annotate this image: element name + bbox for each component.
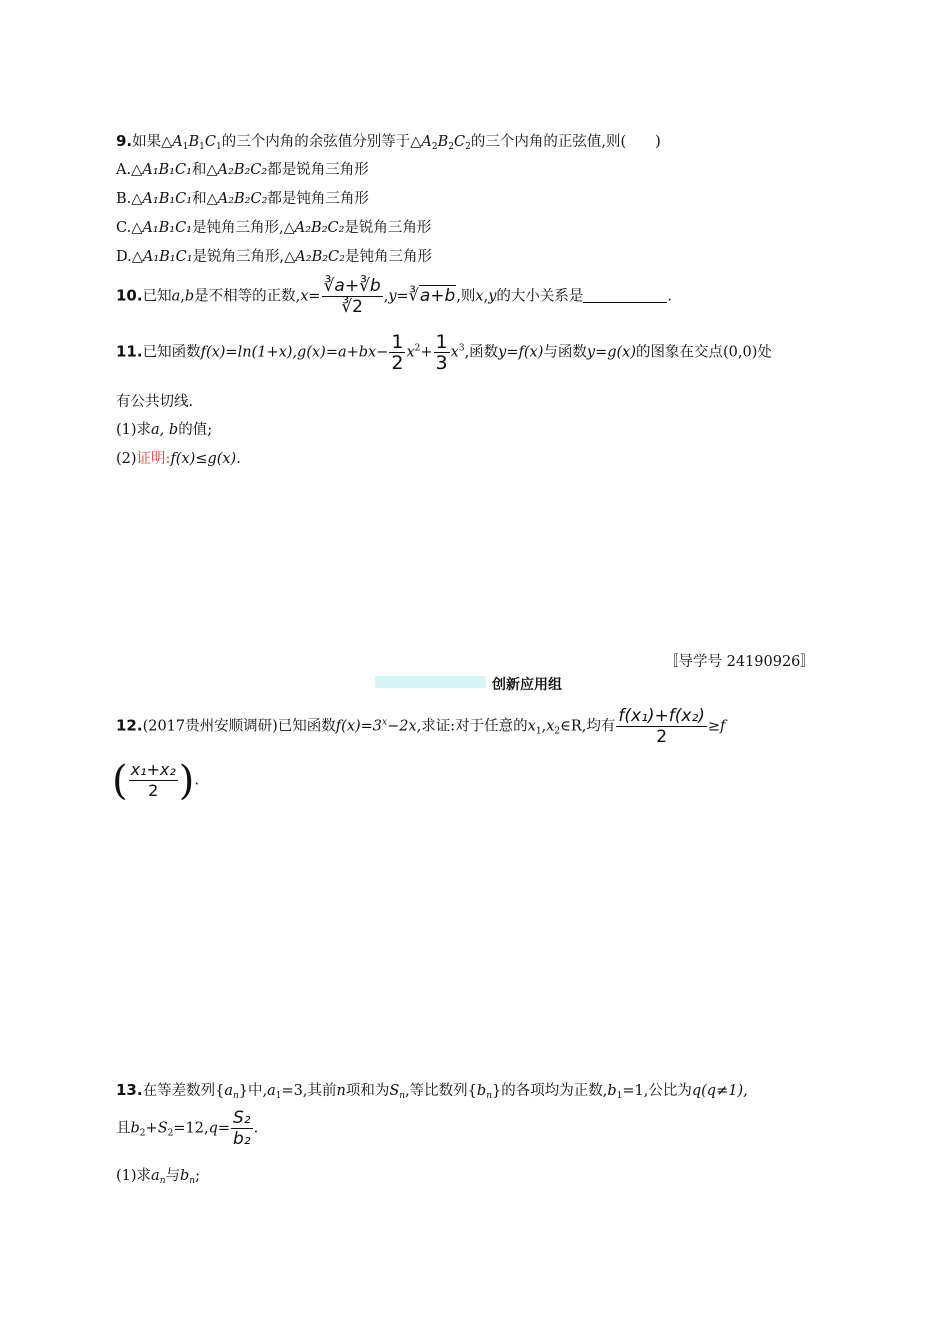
q11-part2: (2)证明:f(x)≤g(x). [116,451,241,467]
q11-part1: (1)求a, b的值; [116,422,213,438]
q12-lhs-fraction: $\frac{\text{f(x₁)+f(x₂)}}{2}$ [618,706,705,747]
q10-y-radicand: a+b [419,285,456,306]
q10-number: 10. [116,286,143,305]
q11-half-fraction: $\frac{1}{2}$ [391,331,404,374]
q10-answer-blank[interactable] [583,288,667,303]
q13-stem-line2: 且$b_2+S_2=12,q=$ $\frac{\text{S₂}}{\text{b₂}}$ . [116,1108,259,1149]
q11-third-fraction: $\frac{1}{3}$ [435,331,448,374]
q9-option-d: D.△A₁B₁C₁是锐角三角形,△A₂B₂C₂是钝角三角形 [116,249,432,265]
q12-stem-line2: ( $\frac{\text{x₁+x₂}}{2}$ ). [112,757,199,804]
q12-stem: 12.(2017贵州安顺调研)已知函数$f(x)=3^x-2x$,求证:对于任意的$x_1,x_2\in R$,均有 $\frac{\text{f(x₁)+f(x₂)}}{2}$ ≥f [116,706,726,747]
q13-stem: 13.在等差数列$\{a_n\}$中$,a_1=3$,其前n项和为$S_n$,等比数列$\{b_n\}$的各项均为正数$,b_1=1$,公比为q(q≠1), [116,1081,748,1101]
q9-stem: 9.如果$\triangle A_1B_1C_1$的三个内角的余弦值分别等于$\triangle A_2B_2C_2$的三个内角的正弦值,则( ) [116,132,661,152]
q11-stem: 11.已知函数f(x)=ln(1+x),g(x)=a+bx− $\frac{1}{2}$ $x^2+$ $\frac{1}{3}$ $x^3$,函数y=f(x)与函数y=g(x)的图象在交点(0,0)处 [116,331,772,374]
q10-stem: 10.已知a,b是不相等的正数,x= $\frac{∛a+∛b}{∛2}$ ,y=∛a+b,则x,y的大小关系是 . [116,276,673,317]
section-highlight-bar [375,676,486,688]
q10-x-fraction: $\frac{∛a+∛b}{∛2}$ [323,276,381,317]
q9-number: 9. [116,132,133,150]
q13-q-fraction: $\frac{\text{S₂}}{\text{b₂}}$ [233,1108,251,1149]
guide-reference-number: 〚导学号 24190926〛 [664,654,815,670]
q12-number: 12. [116,716,143,735]
proof-label: 证明: [136,451,171,467]
q9-option-c: C.△A₁B₁C₁是钝角三角形,△A₂B₂C₂是锐角三角形 [116,220,432,236]
q12-rhs-fraction: $\frac{\text{x₁+x₂}}{2}$ [130,760,176,800]
q11-number: 11. [116,342,143,361]
section-title: 创新应用组 [492,677,562,693]
q13-number: 13. [116,1081,143,1099]
q13-part1: (1)求$a_n$与$b_n$; [116,1168,200,1186]
q11-stem-line2: 有公共切线. [116,394,194,410]
q9-option-b: B.△A₁B₁C₁和△A₂B₂C₂都是钝角三角形 [116,191,369,207]
q9-option-a: A.△A₁B₁C₁和△A₂B₂C₂都是锐角三角形 [116,162,369,178]
